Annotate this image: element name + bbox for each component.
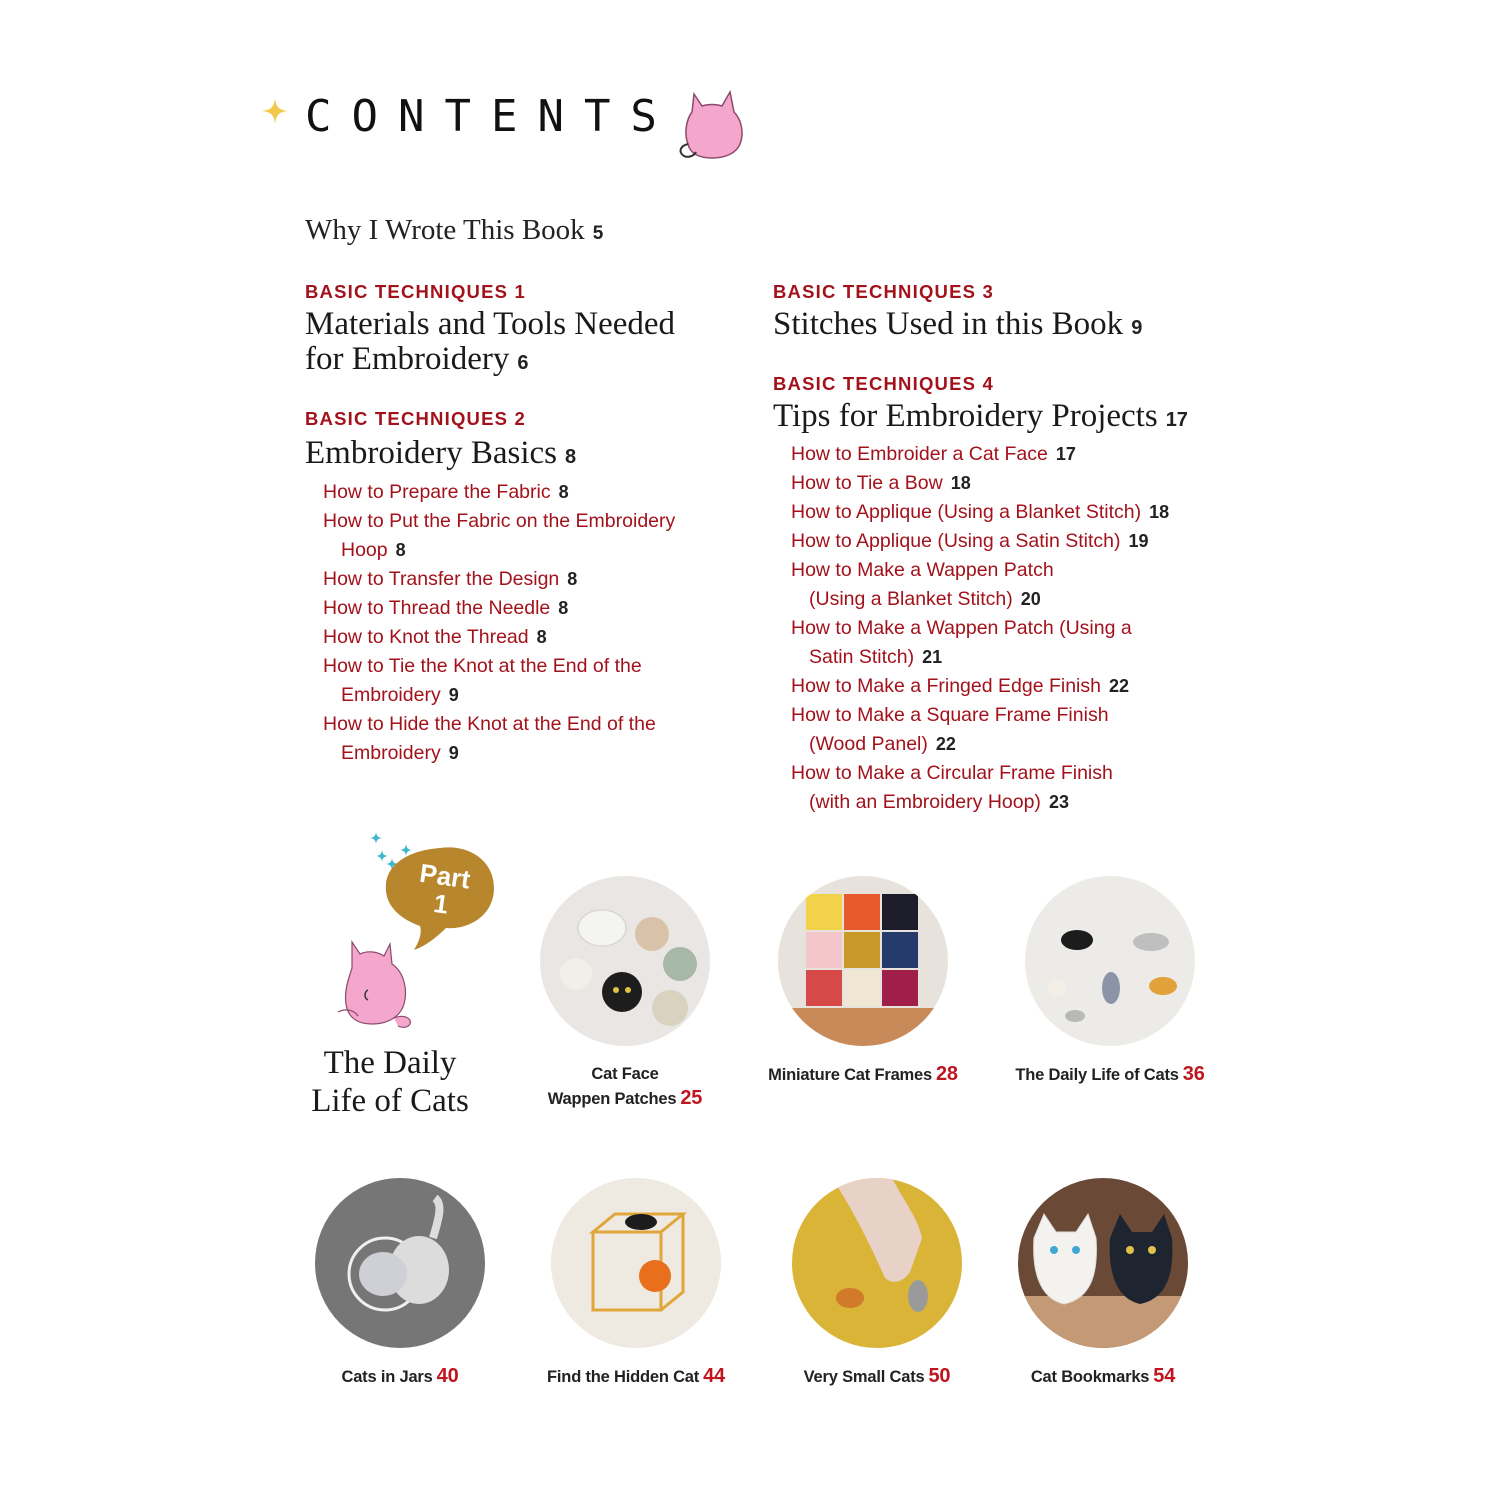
project-label: Cats in Jars 40 <box>341 1365 459 1387</box>
section-basic-techniques-4 <box>773 373 1213 817</box>
part-title <box>300 1044 480 1120</box>
project-label: Very Small Cats 50 <box>803 1365 951 1387</box>
project-label: Cat Face Wappen Patches 25 <box>547 1065 703 1109</box>
list-item[interactable]: How to Thread the Needle 8 <box>323 597 569 619</box>
find-the-hidden-cat-photo <box>551 1178 721 1348</box>
list-item[interactable]: How to Make a Wappen Patch (Using a Blanket Stitch) 20 <box>791 559 1054 610</box>
list-item[interactable]: How to Hide the Knot at the End of the Embroidery 9 <box>323 713 656 764</box>
list-item[interactable]: How to Applique (Using a Satin Stitch) 19 <box>791 530 1149 552</box>
section-page: 17 <box>1165 409 1188 431</box>
section-label: BASIC TECHNIQUES 2 <box>305 408 527 429</box>
project-card[interactable] <box>990 876 1230 1087</box>
pink-cat-icon <box>676 86 750 160</box>
project-label: Miniature Cat Frames 28 <box>768 1063 958 1085</box>
part-number: 1 <box>431 888 451 920</box>
section-label: BASIC TECHNIQUES 4 <box>773 373 995 394</box>
list-item[interactable]: How to Tie a Bow 18 <box>791 472 971 494</box>
intro-title: Why I Wrote This Book <box>305 214 585 246</box>
section-basic-techniques-3 <box>773 281 1213 346</box>
list-item[interactable]: How to Applique (Using a Blanket Stitch) 18 <box>791 501 1170 523</box>
part-title-line-2: Life of Cats <box>311 1083 469 1119</box>
list-item[interactable]: How to Make a Wappen Patch (Using a Satin Stitch) 21 <box>791 617 1132 668</box>
section-label: BASIC TECHNIQUES 3 <box>773 281 995 302</box>
section-2-sub-list <box>323 478 723 768</box>
section-title-text: Stitches Used in this Book <box>773 306 1124 342</box>
section-title <box>773 307 1213 346</box>
project-card[interactable] <box>757 1178 997 1389</box>
part-title-line-1: The Daily <box>323 1045 457 1081</box>
section-page: 6 <box>517 352 529 374</box>
contents-heading: CONTENTS <box>305 91 677 142</box>
project-card[interactable] <box>516 1178 756 1389</box>
section-title-line-2: for Embroidery <box>305 341 510 377</box>
project-card[interactable] <box>743 876 983 1087</box>
section-title <box>773 399 1213 438</box>
list-item[interactable]: How to Embroider a Cat Face 17 <box>791 443 1076 465</box>
cat-bookmarks-photo <box>1018 1178 1188 1348</box>
section-title <box>305 436 735 475</box>
project-card[interactable] <box>983 1178 1223 1389</box>
cat-face-wappen-patches-photo <box>540 876 710 1046</box>
project-label: Find the Hidden Cat 44 <box>547 1365 725 1387</box>
sparkle-icon <box>262 98 288 124</box>
section-basic-techniques-2 <box>305 408 735 768</box>
section-title-text: Tips for Embroidery Projects <box>773 398 1158 434</box>
list-item[interactable]: How to Make a Circular Frame Finish (with an Embroidery Hoop) 23 <box>791 762 1113 813</box>
project-label: Cat Bookmarks 54 <box>1030 1365 1176 1387</box>
section-title-line-1: Materials and Tools Needed <box>305 306 676 342</box>
very-small-cats-photo <box>792 1178 962 1348</box>
section-title <box>305 307 735 381</box>
section-page: 9 <box>1131 317 1143 339</box>
section-label: BASIC TECHNIQUES 1 <box>305 281 527 302</box>
list-item[interactable]: How to Transfer the Design 8 <box>323 568 578 590</box>
project-card[interactable] <box>505 876 745 1111</box>
list-item[interactable]: How to Make a Square Frame Finish (Wood Panel) 22 <box>791 704 1109 755</box>
cats-in-jars-photo <box>315 1178 485 1348</box>
list-item[interactable]: How to Put the Fabric on the Embroidery Hoop 8 <box>323 510 676 561</box>
miniature-cat-frames-photo <box>778 876 948 1046</box>
section-basic-techniques-1 <box>305 281 735 381</box>
intro-entry <box>305 214 603 247</box>
section-page: 8 <box>565 446 577 468</box>
part-word: Part <box>417 857 473 895</box>
intro-page: 5 <box>592 223 604 244</box>
list-item[interactable]: How to Tie the Knot at the End of the Embroidery 9 <box>323 655 642 706</box>
project-card[interactable] <box>280 1178 520 1389</box>
sitting-pink-cat-icon <box>334 938 416 1030</box>
daily-life-of-cats-photo <box>1025 876 1195 1046</box>
section-title-text: Embroidery Basics <box>305 435 558 471</box>
project-label: The Daily Life of Cats 36 <box>1015 1063 1205 1085</box>
part-1-badge-text <box>404 857 481 922</box>
section-4-sub-list <box>791 440 1211 817</box>
list-item[interactable]: How to Knot the Thread 8 <box>323 626 547 648</box>
list-item[interactable]: How to Make a Fringed Edge Finish 22 <box>791 675 1130 697</box>
list-item[interactable]: How to Prepare the Fabric 8 <box>323 481 569 503</box>
